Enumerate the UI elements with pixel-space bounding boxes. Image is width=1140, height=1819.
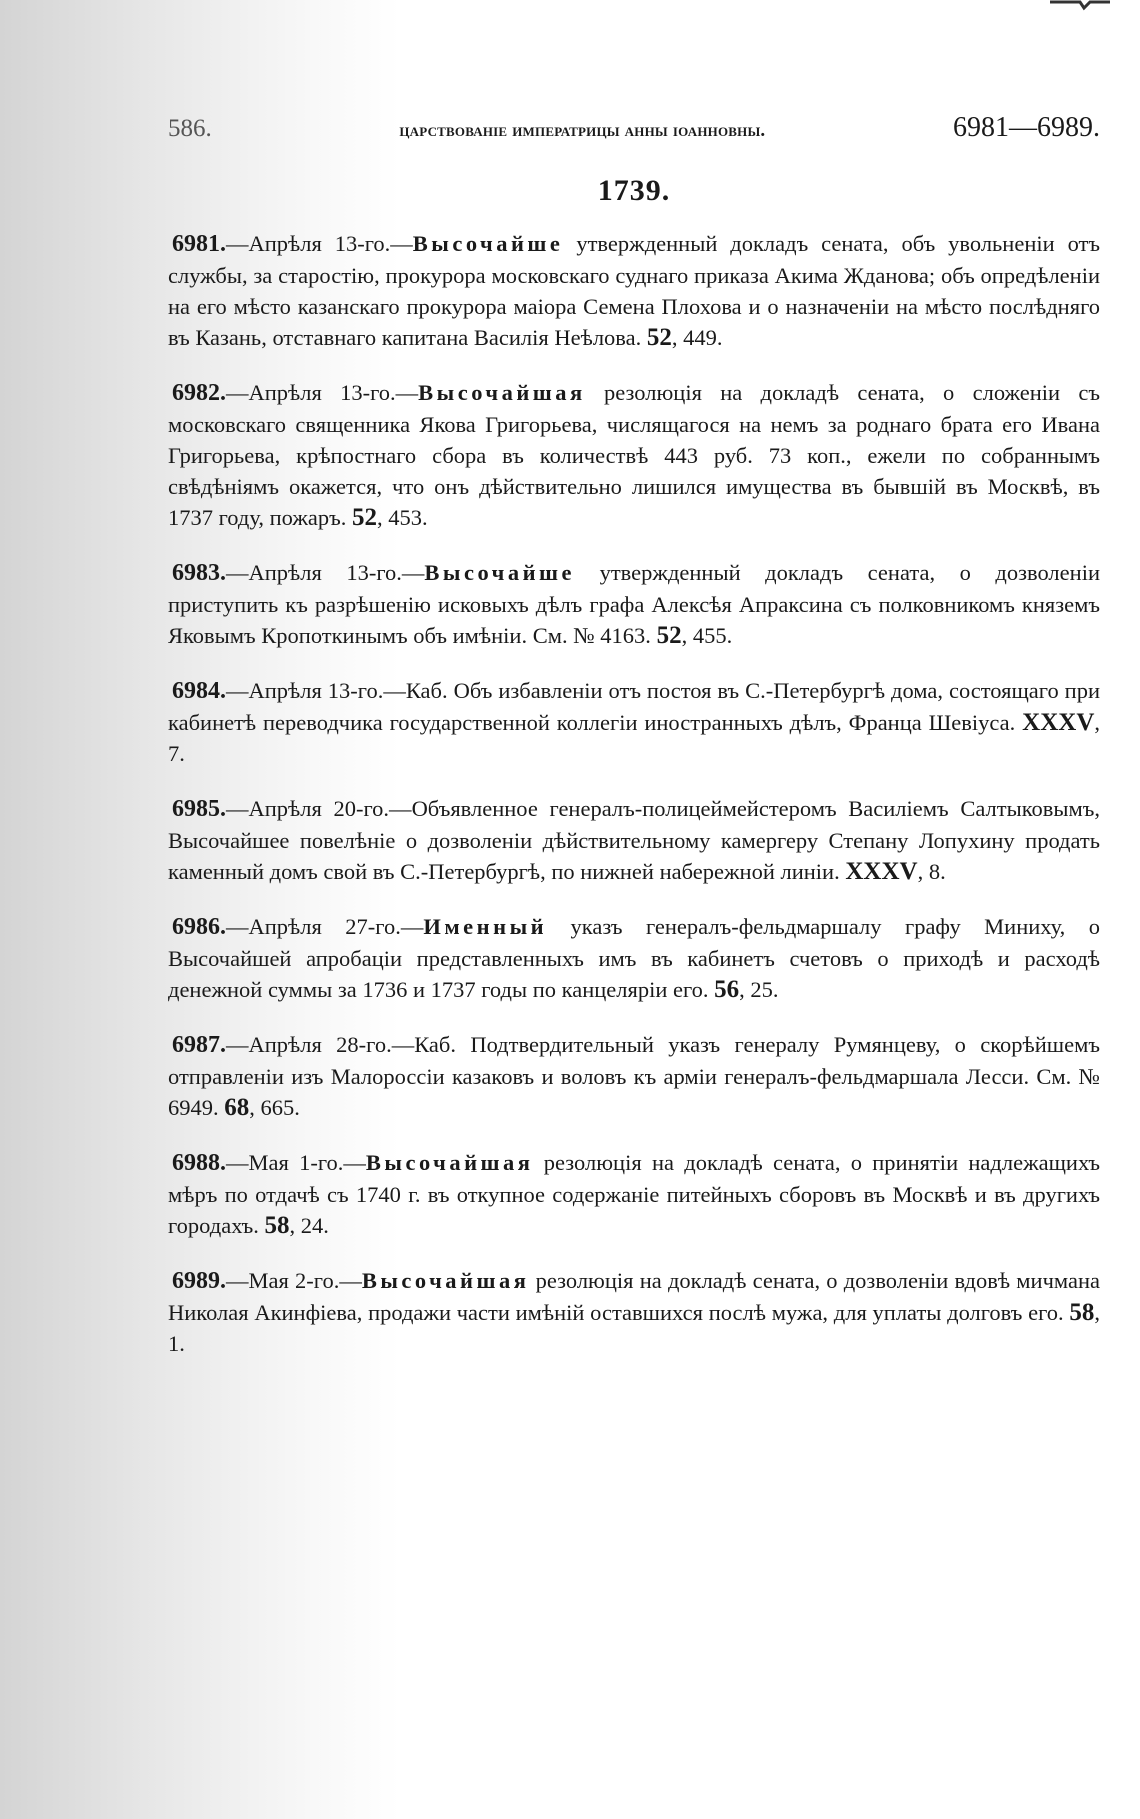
entry-page: , 8. (917, 859, 946, 884)
entry-range: 6981—6989. (952, 112, 1100, 143)
entry-page: , 453. (377, 505, 428, 530)
entry-page: , 25. (739, 977, 779, 1002)
entry-keyword: Именный (423, 914, 548, 939)
entry-date: —Мая 2-го.— (226, 1268, 362, 1293)
entry-volume: XXXV (1022, 709, 1095, 736)
entry-date: —Апрѣля 28-го.— (226, 1032, 415, 1057)
entry-date: —Апрѣля 13-го.— (226, 678, 406, 703)
entry-keyword: Высочайшая (361, 1268, 530, 1293)
entry-number: 6982. (172, 380, 226, 406)
entry-text: Объявленное генералъ-полицеймейстеромъ Василіемъ Салтыковымъ, Высочайшее повелѣніе о дозволеніи дѣйствительному камергеру Степану Лопухину продать каменный домъ свой въ С.-Петербургѣ, по нижней набережной линіи. (168, 796, 1100, 884)
entry-volume: 56 (714, 976, 740, 1003)
entry-page: , 1. (168, 1300, 1100, 1356)
scan-mark-icon (1040, 0, 1120, 14)
entry-text: утвержденный докладъ сената, объ увольненіи отъ службы, за старостію, прокурора московскаго суднаго приказа Акима Жданова; объ опредѣленіи на его мѣсто казанскаго прокурора маіора Семена Плохова и о назначеніи на мѣсто послѣдняго въ Казань, отставнаго капитана Василія Неѣлова. (168, 231, 1100, 350)
entry-text: резолюція на докладѣ сената, о дозволеніи вдовѣ мичмана Николая Акинфіева, продажи части имѣній оставшихся послѣ мужа, для уплаты долговъ его. (168, 1268, 1100, 1325)
entry-text: резолюція на докладѣ сената, о сложеніи съ московскаго священника Якова Григорьева, числящагося на немъ за роднаго брата его Ивана Григорьева, крѣпостнаго сбора въ количествѣ 443 руб. 73 коп., ежели по собраннымъ свѣдѣніямъ окажется, что онъ дѣйствительно лишился имущества въ бывшій въ Москвѣ, въ 1737 году, пожаръ. (168, 380, 1100, 530)
entry-6983 (168, 557, 1100, 651)
entry-6987 (168, 1029, 1100, 1123)
entry-keyword: Высочайшая (365, 1150, 534, 1175)
entry-volume: 52 (646, 324, 672, 351)
entry-page: , 449. (671, 325, 723, 350)
entry-6988 (168, 1147, 1100, 1241)
entry-page: , 455. (681, 623, 733, 648)
entry-page: , 7. (168, 710, 1100, 766)
entry-keyword: Высочайшая (418, 380, 586, 405)
entry-6985 (168, 793, 1100, 887)
entry-text: резолюція на докладѣ сената, о принятіи надлежащихъ мѣръ по отдачѣ съ 1740 г. въ откупное содержаніе питейныхъ сборовъ въ Москвѣ и въ другихъ городахъ. (168, 1150, 1100, 1238)
entry-6981 (168, 228, 1100, 353)
entry-volume: 58 (1069, 1299, 1095, 1326)
entry-number: 6984. (172, 678, 226, 704)
entry-keyword: Высочайше (412, 231, 564, 256)
entry-volume: 68 (224, 1094, 250, 1121)
page-number: 586. (168, 115, 212, 142)
entry-6986 (168, 911, 1100, 1005)
entry-date: —Мая 1-го.— (226, 1150, 366, 1175)
entry-number: 6986. (172, 914, 226, 940)
entry-date: —Апрѣля 13-го.— (226, 231, 413, 256)
entry-volume: 52 (352, 504, 377, 531)
entry-date: —Апрѣля 13-го.— (226, 380, 419, 405)
entry-number: 6987. (172, 1032, 226, 1058)
entry-list (168, 228, 1100, 1359)
entry-text: Каб. Объ избавленіи отъ постоя въ С.-Петербургѣ дома, состоящаго при кабинетѣ переводчика государственной коллегіи иностранныхъ дѣлъ, Франца Шевіуса. (168, 678, 1100, 735)
entry-6982 (168, 377, 1100, 533)
entry-number: 6981. (172, 231, 226, 257)
entry-number: 6989. (172, 1268, 226, 1294)
running-title: царствованіе императрицы анны іоанновны. (399, 120, 766, 141)
entry-date: —Апрѣля 20-го.— (226, 796, 412, 821)
entry-text: Каб. Подтвердительный указъ генералу Румянцеву, о скорѣйшемъ отправленіи изъ Малороссіи казаковъ и воловъ къ арміи генералъ-фельдмаршала Лесси. См. № 6949. (168, 1032, 1100, 1120)
running-head (168, 112, 1100, 144)
entry-volume: 52 (656, 622, 682, 649)
entry-number: 6985. (172, 796, 226, 822)
entry-text: указъ генералъ-фельдмаршалу графу Миниху, о Высочайшей апробаціи представленныхъ имъ въ кабинетъ счетовъ о приходѣ и расходѣ денежной суммы за 1736 и 1737 годы по канцеляріи его. (168, 914, 1100, 1002)
entry-volume: 58 (264, 1212, 290, 1239)
entry-6984 (168, 675, 1100, 769)
entry-date: —Апрѣля 13-го.— (226, 560, 425, 585)
entry-keyword: Высочайше (424, 560, 576, 585)
entry-text: утвержденный докладъ сената, о дозволеніи приступить къ разрѣшенію исковыхъ дѣлъ графа Алексѣя Апраксина съ полковникомъ княземъ Яковымъ Кропоткинымъ объ имѣніи. См. № 4163. (168, 560, 1100, 648)
page-body (168, 112, 1100, 1382)
entry-page: , 24. (289, 1213, 329, 1238)
entry-date: —Апрѣля 27-го.— (226, 914, 424, 939)
year-heading: 1739. (597, 174, 671, 207)
entry-number: 6988. (172, 1150, 226, 1176)
entry-number: 6983. (172, 560, 226, 586)
entry-volume: XXXV (845, 858, 918, 885)
entry-page: , 665. (249, 1095, 300, 1120)
entry-6989 (168, 1265, 1100, 1359)
